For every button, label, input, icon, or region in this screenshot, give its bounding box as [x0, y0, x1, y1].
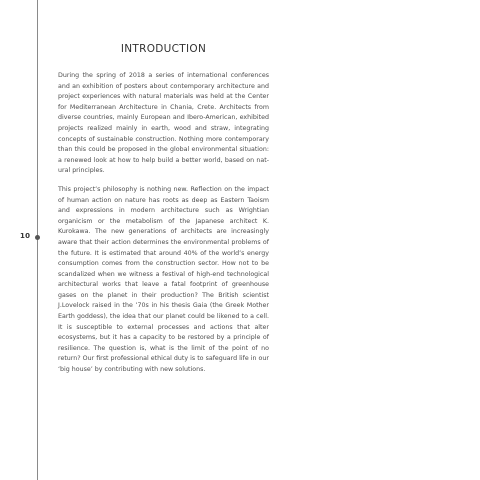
page-marker-dot — [35, 235, 40, 240]
page-number: 10 — [20, 232, 31, 240]
paragraph-2: This project’s philosophy is nothing new. Reflection on the impact of human action on nature has roots as deep as Eastern Taoism and expressions in modern architecture such as Wrightian organicism or the metabolism of the Japanese architect K. Kurokawa. The new generations of architects are increasingly aware that their action determines the environmental problems of the future. It is estimated that around 40% of the world’s energy consumption comes from the construction sector. How not to be scandalized when we witness a festival of high-end technological architectural works that leave a fatal footprint of greenhouse gases on the planet in their production? The British scientist J.Lovelock raised in the ’70s in his thesis Gaia (the Greek Mother Earth goddess), the idea that our planet could be likened to a cell. It is susceptible to external processes and actions that alter ecosystems, but it has a capacity to be restored by a principle of resilience. The question is, what is the limit of the point of no return? Our first professional ethical duty is to safeguard life in our ‘big house’ by contributing with new solutions. — [58, 185, 269, 374]
page-title: INTRODUCTION — [120, 43, 207, 55]
paragraph-1: During the spring of 2018 a series of international conferences and an exhibition of posters about contemporary architecture and project experiences with natural materials was held at the Center for Mediterranean Architecture in Chania, Crete. Architects from diverse countries, mainly European and Ibero-American, exhibited projects realized mainly in earth, wood and straw, integrating concepts of sustainable construction. Nothing more contemporary than this could be proposed in the global environmental situation: a renewed look at how to help build a better world, based on natural principles. — [58, 72, 269, 175]
margin-rule — [37, 0, 38, 480]
body-text — [58, 71, 269, 384]
